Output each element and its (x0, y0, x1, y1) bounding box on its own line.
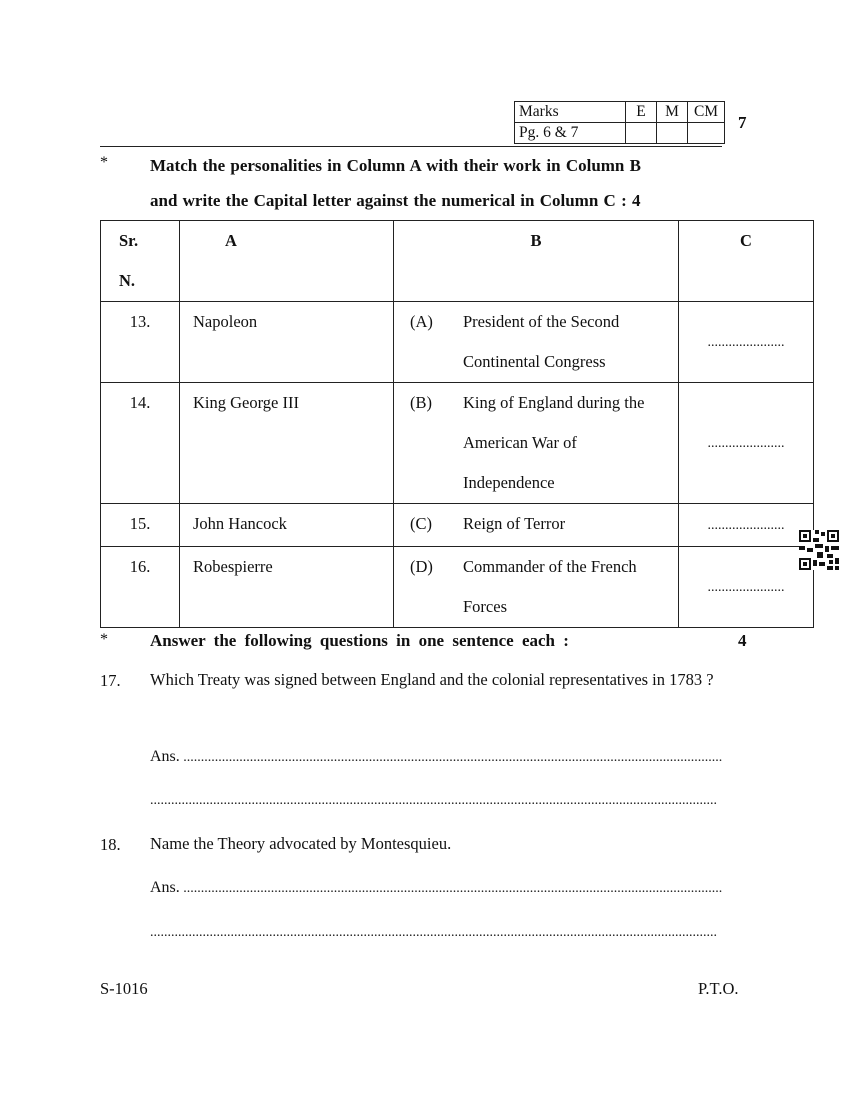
row-work-cell (394, 383, 679, 504)
marks-col-cm: CM (688, 102, 725, 123)
row-work-cell (394, 504, 679, 547)
section1-instruction-line1: Match the personalities in Column A with their work in Column B (150, 156, 641, 175)
answer-line[interactable]: Ans. .......................................................................................................................................................... (150, 748, 723, 765)
match-table (100, 220, 814, 628)
match-table-header (101, 221, 814, 302)
header-c: C (679, 221, 814, 302)
row-letter: (C) (410, 514, 432, 533)
header-a: A (180, 221, 394, 302)
header-rule (100, 146, 722, 147)
answer-line[interactable]: .................................................................................................................................................................. (150, 925, 717, 940)
header-sr (101, 221, 180, 302)
table-row (101, 547, 814, 628)
answer-dots: ...................... (707, 518, 785, 533)
marks-cell-e (626, 123, 657, 144)
row-person: Napoleon (180, 302, 394, 383)
row-number: 15. (101, 504, 180, 547)
table-row (101, 504, 814, 547)
answer-line[interactable]: Ans. .......................................................................................................................................................... (150, 879, 723, 896)
row-letter: (B) (410, 393, 432, 412)
table-row (101, 302, 814, 383)
row-number: 13. (101, 302, 180, 383)
row-answer-blank[interactable] (679, 302, 814, 383)
pages-label: Pg. 6 & 7 (515, 123, 626, 144)
qr-code-icon (799, 530, 839, 570)
row-person: King George III (180, 383, 394, 504)
header-b: B (394, 221, 679, 302)
answer-dots: ...................... (707, 580, 785, 595)
marks-cell-m (657, 123, 688, 144)
row-work-cell (394, 302, 679, 383)
answer-label: Ans. (150, 879, 180, 896)
marks-col-e: E (626, 102, 657, 123)
section2-marks: 4 (738, 631, 747, 650)
marks-label: Marks (515, 102, 626, 123)
answer-line[interactable]: .................................................................................................................................................................. (150, 793, 717, 808)
row-answer-blank[interactable] (679, 383, 814, 504)
paper-code: S-1016 (100, 979, 148, 998)
answer-dots: ...................... (707, 335, 785, 350)
row-answer-blank[interactable] (679, 504, 814, 547)
header-sr-line2: N. (119, 271, 136, 290)
row-number: 14. (101, 383, 180, 504)
row-work: Commander of the French Forces (463, 557, 637, 616)
table-row (101, 383, 814, 504)
question-text: Name the Theory advocated by Montesquieu. (150, 834, 452, 853)
row-person: Robespierre (180, 547, 394, 628)
answer-dots: ...................... (707, 436, 785, 451)
row-work: President of the Second Continental Congress (463, 312, 620, 371)
section1-instruction-line2: and write the Capital letter against the numerical in Column C : 4 (150, 191, 641, 210)
page-number: 7 (738, 113, 747, 132)
marks-col-m: M (657, 102, 688, 123)
section2-star: * (100, 631, 108, 648)
marks-box (514, 101, 725, 144)
row-answer-blank[interactable] (679, 547, 814, 628)
section1-star: * (100, 154, 108, 171)
row-work: Reign of Terror (463, 514, 566, 533)
question-number: 17. (100, 671, 121, 690)
row-letter: (A) (410, 312, 433, 331)
question-number: 18. (100, 835, 121, 854)
answer-label: Ans. (150, 748, 180, 765)
row-work: King of England during the American War of Independence (463, 393, 645, 492)
row-number: 16. (101, 547, 180, 628)
row-letter: (D) (410, 557, 433, 576)
row-person: John Hancock (180, 504, 394, 547)
pto-label: P.T.O. (698, 979, 739, 998)
row-work-cell (394, 547, 679, 628)
section2-instruction: Answer the following questions in one sentence each : (150, 631, 569, 650)
question-text: Which Treaty was signed between England and the colonial representatives in 1783 ? (150, 670, 714, 689)
header-sr-line1: Sr. (119, 231, 139, 250)
marks-cell-cm (688, 123, 725, 144)
